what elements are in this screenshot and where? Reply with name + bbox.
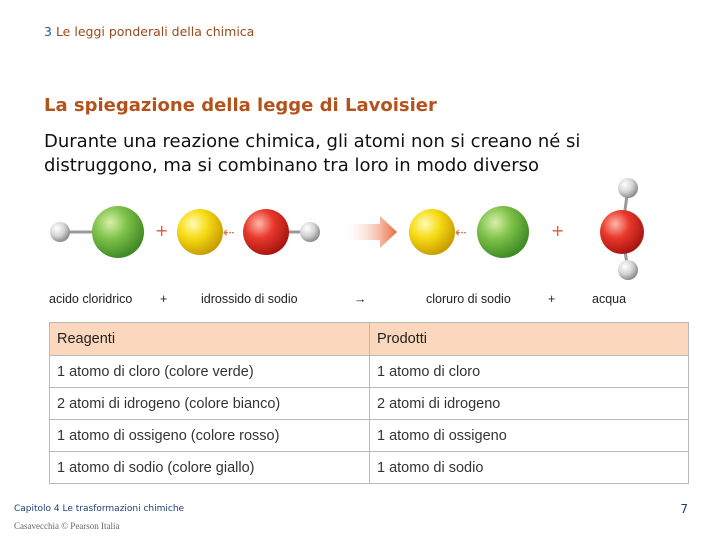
ionic-bond-arrow-icon: ⇠ (455, 225, 467, 241)
table-cell: 2 atomi di idrogeno (370, 388, 689, 420)
oxygen-atom (243, 209, 289, 255)
label-sodium-hydroxide: idrossido di sodio (201, 292, 298, 306)
hydrogen-atom (618, 260, 638, 280)
column-header-products: Prodotti (370, 323, 689, 356)
label-water: acqua (592, 292, 627, 306)
ionic-bond-arrow-icon: ⇠ (223, 225, 235, 241)
column-header-reagents: Reagenti (50, 323, 370, 356)
table-row (50, 420, 689, 452)
sodium-hydroxide-molecule (177, 209, 320, 255)
chapter-title: Le leggi ponderali della chimica (55, 24, 255, 39)
atoms-table (49, 322, 689, 484)
sodium-atom (177, 209, 223, 255)
label-plus: + (548, 292, 556, 306)
table-cell: 1 atomo di ossigeno (colore rosso) (50, 420, 370, 452)
slide-title: La spiegazione della legge di Lavoisier (44, 95, 437, 116)
label-sodium-chloride: cloruro di sodio (426, 292, 511, 306)
table-row (50, 388, 689, 420)
reaction-arrow-icon (342, 216, 397, 248)
table-cell: 1 atomo di sodio (370, 452, 689, 484)
label-plus: + (160, 292, 168, 306)
hydrogen-atom (50, 222, 70, 242)
table-cell: 1 atomo di cloro (colore verde) (50, 356, 370, 388)
table-cell: 2 atomi di idrogeno (colore bianco) (50, 388, 370, 420)
sodium-atom (409, 209, 455, 255)
footer-chapter: Capitolo 4 Le trasformazioni chimiche (14, 504, 185, 514)
plus-sign: + (551, 221, 565, 240)
label-arrow: → (354, 292, 367, 306)
running-header (44, 24, 254, 39)
table-cell: 1 atomo di sodio (colore giallo) (50, 452, 370, 484)
reaction-diagram (40, 176, 700, 316)
label-hydrochloric-acid: acido cloridrico (49, 292, 133, 306)
chlorine-atom (477, 206, 529, 258)
slide-subtitle: Durante una reazione chimica, gli atomi non si creano né si distruggono, ma si combinano tra loro in modo diverso (44, 131, 581, 176)
table-cell: 1 atomo di ossigeno (370, 420, 689, 452)
plus-sign: + (155, 221, 169, 240)
footer-credit: Casavecchia © Pearson Italia (14, 521, 120, 531)
hydrogen-atom (300, 222, 320, 242)
water-molecule (600, 178, 644, 280)
table-header-row (50, 323, 689, 356)
sodium-chloride-molecule (409, 206, 529, 258)
table-row (50, 452, 689, 484)
hydrochloric-acid-molecule (50, 206, 144, 258)
chapter-number: 3 (44, 24, 52, 39)
page-number: 7 (680, 502, 688, 516)
hydrogen-atom (618, 178, 638, 198)
oxygen-atom (600, 210, 644, 254)
table-cell: 1 atomo di cloro (370, 356, 689, 388)
table-row (50, 356, 689, 388)
chlorine-atom (92, 206, 144, 258)
